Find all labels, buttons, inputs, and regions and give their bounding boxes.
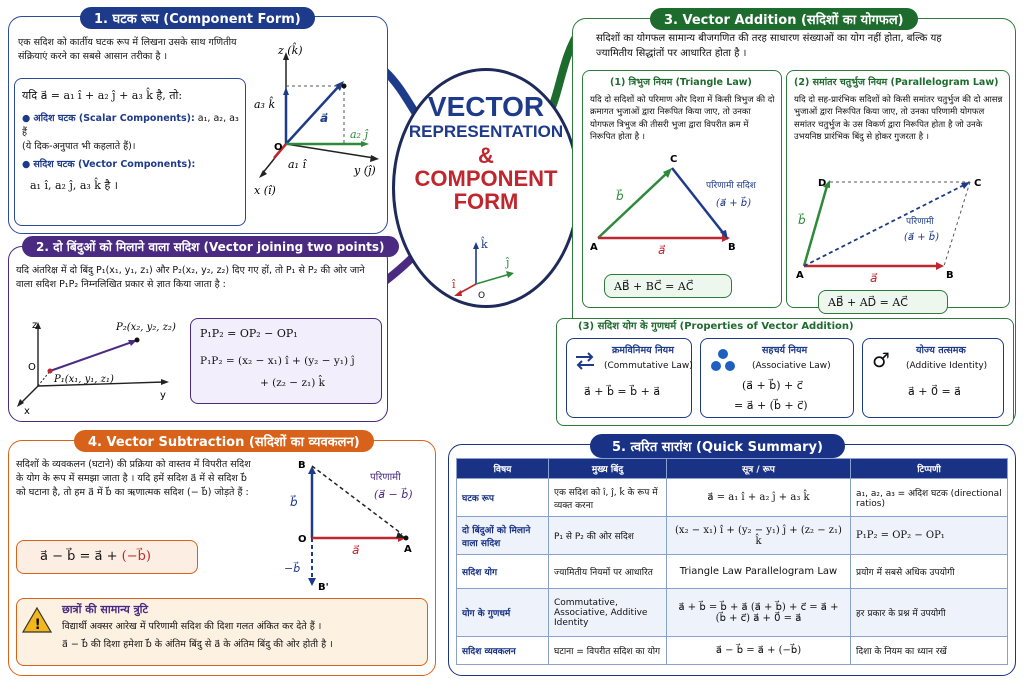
par-point-c: C bbox=[974, 178, 982, 189]
network-icon bbox=[710, 348, 736, 372]
section4-formula-b: (−b⃗) bbox=[121, 549, 151, 564]
table-header: टिप्पणी bbox=[851, 459, 1008, 479]
x-axis-label: x (î) bbox=[254, 184, 276, 197]
associative-eq1: (a⃗ + b⃗) + c⃗ bbox=[742, 379, 803, 392]
svg-text:ĵ: ĵ bbox=[506, 256, 510, 269]
svg-text:O: O bbox=[478, 291, 486, 301]
section1-diagram bbox=[254, 46, 384, 216]
tri-result-label: परिणामी सदिश bbox=[706, 181, 756, 191]
warning-icon bbox=[22, 606, 52, 634]
p2-label: P₂(x₂, y₂, z₂) bbox=[116, 322, 176, 333]
identity-eq: a⃗ + 0⃗ = a⃗ bbox=[908, 385, 961, 398]
table-cell: Triangle Law Parallelogram Law bbox=[667, 555, 851, 589]
section2-diagram bbox=[14, 316, 194, 416]
table-cell: सदिश व्यवकलन bbox=[457, 637, 549, 665]
parallelogram-law-title: (2) समांतर चतुर्भुज नियम (Parallelogram Law) bbox=[794, 77, 999, 88]
tri-b-label: b⃗ bbox=[616, 189, 624, 203]
sub-point-o: O bbox=[298, 534, 307, 545]
sub-result-eq: (a⃗ − b⃗) bbox=[374, 488, 413, 501]
vector-value: a₁ î, a₂ ĵ, a₃ k̂ है । bbox=[30, 179, 118, 192]
sub-point-a: A bbox=[404, 544, 412, 555]
par-result-eq: (a⃗ + b⃗) bbox=[904, 232, 940, 243]
section1-scalar: ● अदिश घटक (Scalar Components): a₁, a₂, a₃ हैं (ये दिक-अनुपात भी कहलाते हैं)। bbox=[22, 113, 239, 152]
table-cell: a₁, a₂, a₃ = अदिश घटक (directional ratios) bbox=[851, 479, 1008, 517]
swap-arrows-icon bbox=[574, 352, 596, 370]
section1-equation: यदि a⃗ = a₁ î + a₂ ĵ + a₃ k̂ है, तो: bbox=[22, 89, 183, 102]
section2-intro: यदि अंतरिक्ष में दो बिंदु P₁(x₁, y₁, z₁) और P₂(x₂, y₂, z₂) दिए गए हों, तो P₁ से P₂ की ओर जाने वाला सदिश P₁P₂ निम्नलिखित प्रकार से ज्ञात किया जाता है : bbox=[16, 265, 365, 290]
z-axis-label: z (k̂) bbox=[278, 44, 303, 57]
identity-en: (Additive Identity) bbox=[906, 361, 988, 371]
table-cell: (x₂ − x₁) î + (y₂ − y₁) ĵ + (z₂ − z₁) k̂ bbox=[667, 517, 851, 555]
par-point-a: A bbox=[796, 270, 804, 281]
a3k-label: a₃ k̂ bbox=[254, 98, 276, 111]
a2j-label: a₂ ĵ bbox=[350, 128, 368, 141]
associative-eq2: = a⃗ + (b⃗ + c⃗) bbox=[734, 399, 808, 412]
table-row bbox=[457, 479, 1008, 517]
table-row bbox=[457, 637, 1008, 665]
table-row bbox=[457, 555, 1008, 589]
center-title-line2: REPRESENTATION bbox=[408, 122, 564, 142]
table-cell: P₁P₂ = OP₂ − OP₁ bbox=[851, 517, 1008, 555]
table-cell: प्रयोग में सबसे अधिक उपयोगी bbox=[851, 555, 1008, 589]
table-cell: दिशा के नियम का ध्यान रखें bbox=[851, 637, 1008, 665]
sub-point-b2: B' bbox=[318, 582, 329, 593]
sub-a-label: a⃗ bbox=[352, 543, 360, 557]
section4-formula bbox=[40, 548, 151, 567]
table-cell: ज्यामितीय नियमों पर आधारित bbox=[549, 555, 667, 589]
parallelogram-formula: AB⃗ + AD⃗ = AC⃗ bbox=[828, 296, 908, 309]
sub-result-label: परिणामी bbox=[370, 472, 401, 483]
table-header: सूत्र / रूप bbox=[667, 459, 851, 479]
section2-formula3: + (z₂ − z₁) k̂ bbox=[260, 377, 325, 389]
triangle-diagram bbox=[588, 150, 778, 260]
triangle-formula: AB⃗ + BC⃗ = AC⃗ bbox=[614, 280, 694, 293]
section3-title: 3. Vector Addition (सदिशों का योगफल) bbox=[650, 8, 918, 30]
p1-label: P₁(x₁, y₁, z₁) bbox=[54, 374, 114, 385]
tri-point-c: C bbox=[670, 154, 678, 165]
table-cell: घटाना = विपरीत सदिश का योग bbox=[549, 637, 667, 665]
associative-name: सहचर्य नियम bbox=[762, 345, 808, 356]
male-symbol-icon: ♂ bbox=[872, 348, 890, 372]
center-title-line4: FORM bbox=[453, 189, 519, 215]
section5-title: 5. त्वरित सारांश (Quick Summary) bbox=[590, 434, 845, 458]
section4-formula-a: a⃗ − b⃗ = a⃗ + bbox=[40, 549, 122, 564]
y-axis-label: y (ĵ) bbox=[354, 164, 376, 177]
scalar-value: a₁, a₂, a₃ हैं bbox=[22, 113, 239, 138]
a-vector-label: a⃗ bbox=[320, 111, 329, 125]
s2-y-label: y bbox=[160, 390, 166, 401]
a1i-label: a₁ î bbox=[288, 158, 306, 171]
table-cell: योग के गुणधर्म bbox=[457, 589, 549, 637]
parallelogram-diagram bbox=[794, 172, 1004, 285]
center-title-line1: VECTOR bbox=[427, 91, 545, 122]
section2-formula1: P₁P₂ = OP₂ − OP₁ bbox=[200, 327, 298, 340]
commutative-en: (Commutative Law) bbox=[604, 361, 693, 371]
tri-point-b: B bbox=[728, 242, 736, 253]
section4-intro: सदिशों के व्यवकलन (घटाने) की प्रक्रिया को वास्तव में विपरीत सदिश के योग के रूप में समझा जाता है । यदि हमें सदिश a⃗ में से सदिश b⃗ को घटाना है, तो हम a⃗ में b⃗ का ऋणात्मक सदिश (− b⃗) जोड़ते हैं : bbox=[16, 459, 251, 498]
par-point-d: D bbox=[818, 178, 827, 189]
par-b-label: b⃗ bbox=[798, 213, 806, 227]
section2-title: 2. दो बिंदुओं को मिलाने वाला सदिश (Vector joining two points) bbox=[22, 236, 399, 257]
table-cell: एक सदिश को î, ĵ, k̂ के रूप में व्यक्त करना bbox=[549, 479, 667, 517]
origin-label: O bbox=[274, 142, 283, 153]
section3-intro: सदिशों का योगफल सामान्य बीजगणित की तरह साधारण संख्याओं का योग नहीं होता, बल्कि यह ज्यामितीय सिद्धांतों पर आधारित होता है । bbox=[596, 33, 942, 59]
summary-table bbox=[456, 458, 1008, 665]
s2-x-label: x bbox=[24, 406, 30, 417]
common-error-line1: विद्यार्थी अक्सर आरेख में परिणामी सदिश की दिशा गलत अंकित कर देते हैं । bbox=[62, 621, 322, 632]
svg-text:!: ! bbox=[34, 617, 41, 633]
svg-text:k̂: k̂ bbox=[481, 238, 488, 251]
table-cell: a⃗ − b⃗ = a⃗ + (−b⃗) bbox=[667, 637, 851, 665]
table-header: मुख्य बिंदु bbox=[549, 459, 667, 479]
associative-en: (Associative Law) bbox=[752, 361, 831, 371]
par-point-b: B bbox=[946, 270, 954, 281]
sub-b-label: b⃗ bbox=[290, 495, 298, 509]
table-cell: घटक रूप bbox=[457, 479, 549, 517]
table-row bbox=[457, 517, 1008, 555]
table-cell: a⃗ + b⃗ = b⃗ + a⃗ (a⃗ + b⃗) + c⃗ = a⃗ + (b⃗ + c⃗) a⃗ + 0⃗ = a⃗ bbox=[667, 589, 851, 637]
section1-vector: ● सदिश घटक (Vector Components): bbox=[22, 159, 196, 170]
section1-intro: एक सदिश को कार्तीय घटक रूप में लिखना उसके साथ गणितीय संक्रियाएं करने का सबसे आसान तरीका है । bbox=[18, 37, 237, 62]
summary-table-wrap bbox=[456, 458, 1008, 665]
section1-title: 1. घटक रूप (Component Form) bbox=[80, 7, 315, 29]
common-error-title: छात्रों की सामान्य त्रुटि bbox=[62, 603, 149, 616]
center-title bbox=[400, 92, 572, 214]
parallelogram-law-text: यदि दो सह-प्रारंभिक सदिशों को किसी समांतर चतुर्भुज की दो आसन्न भुजाओं द्वारा निरूपित किया जाए, तो उनका परिणामी योगफल समांतर चतुर्भुज के उस विकर्ण द्वारा निरूपित होता है जो उनके उभयनिष्ठ प्रारंभिक बिंदु से होकर गुजरता है । bbox=[794, 95, 1003, 142]
commutative-name: क्रमविनिमय नियम bbox=[612, 345, 674, 356]
table-cell: दो बिंदुओं को मिलाने वाला सदिश bbox=[457, 517, 549, 555]
tri-point-a: A bbox=[590, 242, 598, 253]
scalar-note: (ये दिक-अनुपात भी कहलाते हैं)। bbox=[22, 140, 136, 152]
table-header: विषय bbox=[457, 459, 549, 479]
par-result-label: परिणामी bbox=[906, 217, 934, 227]
table-cell: हर प्रकार के प्रश्न में उपयोगी bbox=[851, 589, 1008, 637]
triangle-law-text: यदि दो सदिशों को परिमाण और दिशा में किसी त्रिभुज की दो क्रमागत भुजाओं द्वारा निरूपित किया जाए, तो उनका योगफल त्रिभुज की तीसरी भुजा द्वारा विपरीत क्रम में निरूपित होता है । bbox=[590, 95, 775, 142]
sub-point-b: B bbox=[298, 460, 306, 471]
triangle-law-title: (1) त्रिभुज नियम (Triangle Law) bbox=[610, 77, 752, 88]
svg-text:î: î bbox=[452, 278, 456, 291]
identity-name: योज्य तत्समक bbox=[916, 345, 966, 356]
sub-mb-label: −b⃗ bbox=[284, 562, 301, 575]
table-cell: सदिश योग bbox=[457, 555, 549, 589]
section4-title: 4. Vector Subtraction (सदिशों का व्यवकलन) bbox=[74, 430, 374, 452]
table-cell: a⃗ = a₁ î + a₂ ĵ + a₃ k̂ bbox=[667, 479, 851, 517]
par-a-label: a⃗ bbox=[870, 271, 878, 285]
table-row bbox=[457, 589, 1008, 637]
commutative-eq: a⃗ + b⃗ = b⃗ + a⃗ bbox=[584, 385, 661, 398]
properties-title: (3) सदिश योग के गुणधर्म (Properties of Vector Addition) bbox=[574, 320, 858, 335]
common-error-line2: a⃗ − b⃗ की दिशा हमेशा b⃗ के अंतिम बिंदु से a⃗ के अंतिम बिंदु की ओर होती है । bbox=[62, 639, 333, 650]
section2-formula2: P₁P₂ = (x₂ − x₁) î + (y₂ − y₁) ĵ bbox=[200, 355, 355, 367]
center-axes-diagram bbox=[448, 236, 518, 301]
vector-label: सदिश घटक (Vector Components): bbox=[33, 159, 196, 170]
tri-result-eq: (a⃗ + b⃗) bbox=[716, 198, 752, 209]
table-cell: P₁ से P₂ की ओर सदिश bbox=[549, 517, 667, 555]
s2-z-label: z bbox=[32, 320, 38, 331]
table-cell: Commutative, Associative, Additive Identity bbox=[549, 589, 667, 637]
subtraction-diagram bbox=[282, 452, 432, 592]
center-title-amp: & bbox=[478, 143, 494, 169]
center-title-line3: COMPONENT bbox=[414, 166, 558, 192]
tri-a-label: a⃗ bbox=[658, 243, 666, 257]
s2-origin-label: O bbox=[28, 362, 36, 373]
scalar-label: अदिश घटक (Scalar Components): bbox=[33, 113, 195, 124]
